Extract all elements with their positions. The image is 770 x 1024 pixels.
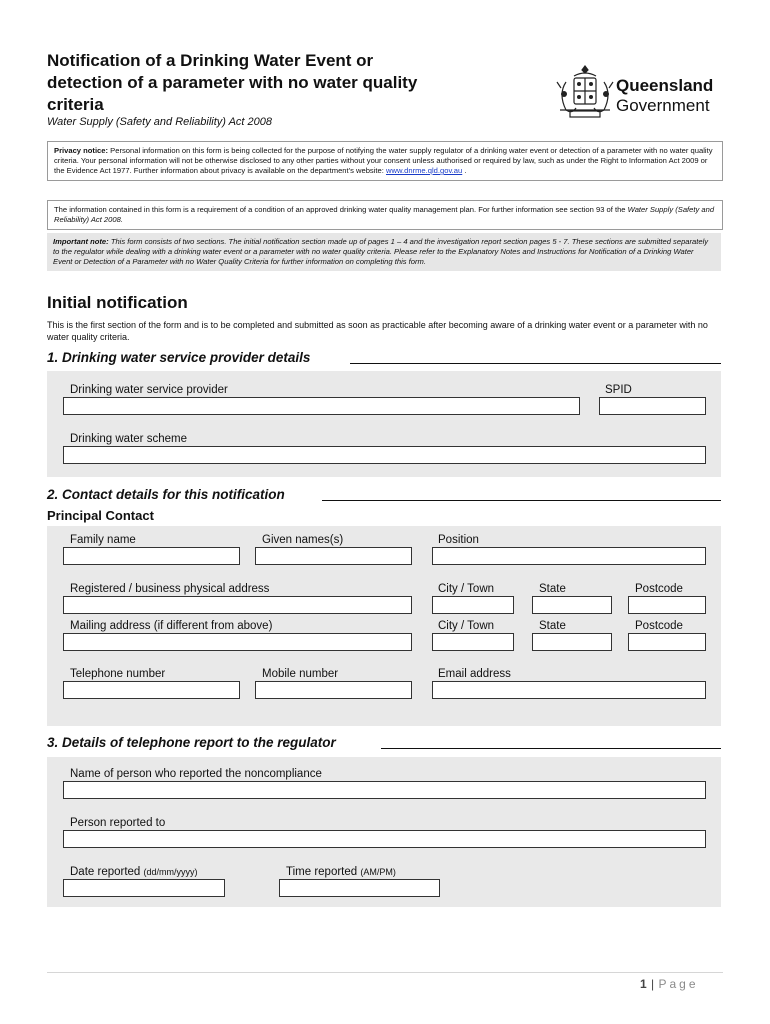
time-reported-text: Time reported bbox=[286, 866, 358, 878]
page-number bbox=[640, 977, 699, 991]
provider-label: Drinking water service provider bbox=[70, 384, 228, 396]
time-format-hint: (AM/PM) bbox=[360, 867, 396, 877]
state2-label: State bbox=[539, 620, 566, 632]
given-names-label: Given names(s) bbox=[262, 534, 344, 546]
important-note bbox=[47, 233, 721, 271]
important-label: Important note: bbox=[53, 237, 109, 246]
section1-rule bbox=[350, 363, 721, 364]
footer-rule bbox=[47, 972, 723, 973]
email-label: Email address bbox=[438, 668, 511, 680]
email-input[interactable] bbox=[432, 681, 706, 699]
telephone-label: Telephone number bbox=[70, 668, 166, 680]
family-name-label: Family name bbox=[70, 534, 136, 546]
form-subtitle: Water Supply (Safety and Reliability) Act 2008 bbox=[47, 116, 273, 128]
section3-rule bbox=[381, 748, 721, 749]
reported-to-label: Person reported to bbox=[70, 817, 166, 829]
important-text: This form consists of two sections. The initial notification section made up of pages 1 – 4 and the investigation report section pages 5 - 7. These sections are submitted separately to the regulator while dealing with a drinking water event or a parameter with no water quality criteria. Please refer to the Explanatory Notes and Instructions for Notification of a Drinking Water Event or Detection of a Parameter with no Water Quality Criteria for further information on completing this form. bbox=[53, 237, 709, 266]
time-reported-input[interactable] bbox=[279, 879, 440, 897]
logo-wordmark bbox=[616, 76, 713, 116]
section2-title: 2. Contact details for this notification bbox=[47, 487, 285, 502]
physical-address-label: Registered / business physical address bbox=[70, 583, 270, 595]
city1-label: City / Town bbox=[438, 583, 495, 595]
family-name-input[interactable] bbox=[63, 547, 240, 565]
principal-contact-heading: Principal Contact bbox=[47, 508, 154, 523]
info-act: Water Supply (Safety and Reliability) Act 2008. bbox=[54, 205, 715, 224]
position-label: Position bbox=[438, 534, 479, 546]
privacy-text: Personal information on this form is being collected for the purpose of notifying the water supply regulator of a drinking water event or detection of a parameter with no water quality criteria. Your personal information will not be otherwise disclosed to any other parties without your consent unless authorised or required by law, such as under the Right to Information Act 2009 or the Evidence Act 1977. Further information about privacy is available on the department's website: bbox=[54, 146, 713, 175]
state1-label: State bbox=[539, 583, 566, 595]
scheme-input[interactable] bbox=[63, 446, 706, 464]
info-text: The information contained in this form is a requirement of a condition of an approved drinking water quality management plan. For further information see section 93 of the bbox=[54, 205, 626, 214]
privacy-label: Privacy notice: bbox=[54, 146, 109, 155]
mailing-address-input[interactable] bbox=[63, 633, 412, 651]
spid-label: SPID bbox=[605, 384, 632, 396]
city2-label: City / Town bbox=[438, 620, 495, 632]
date-reported-label bbox=[70, 866, 198, 878]
logo-line-queensland: Queensland bbox=[616, 76, 714, 95]
physical-address-input[interactable] bbox=[63, 596, 412, 614]
section3-title: 3. Details of telephone report to the regulator bbox=[47, 735, 336, 750]
section2-rule bbox=[322, 500, 721, 501]
telephone-input[interactable] bbox=[63, 681, 240, 699]
state2-input[interactable] bbox=[532, 633, 612, 651]
privacy-website-link[interactable]: www.dnrme.qld.gov.au bbox=[385, 166, 463, 175]
initial-notification-heading: Initial notification bbox=[47, 293, 188, 312]
time-reported-label bbox=[286, 866, 396, 878]
state1-input[interactable] bbox=[532, 596, 612, 614]
scheme-label: Drinking water scheme bbox=[70, 433, 187, 445]
mailing-address-label: Mailing address (if different from above) bbox=[70, 620, 273, 632]
reporter-label: Name of person who reported the noncompliance bbox=[70, 768, 322, 780]
form-title: Notification of a Drinking Water Event or detection of a parameter with no water quality criteria bbox=[47, 51, 418, 114]
page-word: Page bbox=[658, 977, 699, 991]
postcode1-input[interactable] bbox=[628, 596, 706, 614]
privacy-end: . bbox=[464, 166, 467, 175]
privacy-notice bbox=[47, 141, 723, 181]
city2-input[interactable] bbox=[432, 633, 514, 651]
reported-to-input[interactable] bbox=[63, 830, 706, 848]
section1-title: 1. Drinking water service provider details bbox=[47, 350, 311, 365]
logo-line-government: Government bbox=[616, 96, 710, 115]
provider-input[interactable] bbox=[63, 397, 580, 415]
postcode2-input[interactable] bbox=[628, 633, 706, 651]
page-number-value: 1 bbox=[640, 977, 648, 991]
date-reported-input[interactable] bbox=[63, 879, 225, 897]
date-format-hint: (dd/mm/yyyy) bbox=[143, 867, 198, 877]
postcode2-label: Postcode bbox=[635, 620, 683, 632]
city1-input[interactable] bbox=[432, 596, 514, 614]
position-input[interactable] bbox=[432, 547, 706, 565]
postcode1-label: Postcode bbox=[635, 583, 683, 595]
page-separator: | bbox=[651, 977, 655, 991]
mobile-input[interactable] bbox=[255, 681, 412, 699]
info-note bbox=[47, 200, 723, 230]
reporter-input[interactable] bbox=[63, 781, 706, 799]
given-names-input[interactable] bbox=[255, 547, 412, 565]
mobile-label: Mobile number bbox=[262, 668, 339, 680]
spid-input[interactable] bbox=[599, 397, 706, 415]
initial-intro: This is the first section of the form and is to be completed and submitted as soon as practicable after becoming aware of a drinking water event or a parameter with no water quality criteria. bbox=[47, 320, 708, 342]
date-reported-text: Date reported bbox=[70, 866, 141, 878]
